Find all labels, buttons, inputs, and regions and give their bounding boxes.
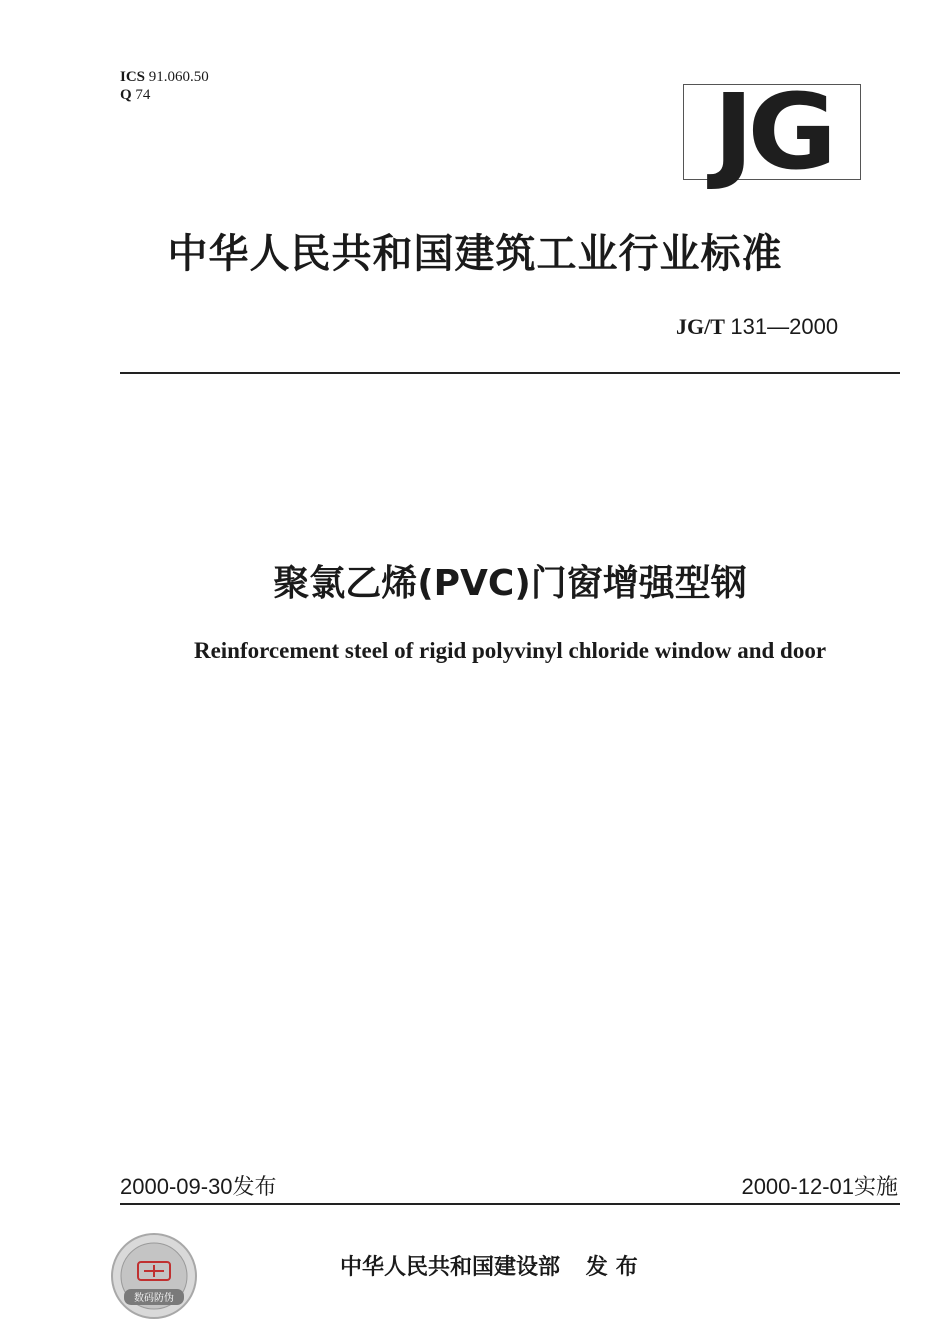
jg-logo (683, 71, 861, 193)
title-english: Reinforcement steel of rigid polyvinyl chloride window and door (193, 638, 827, 663)
ics-code: 91.060.50 (148, 69, 209, 85)
ccs-line (120, 86, 209, 104)
ccs-label: Q (120, 87, 132, 103)
implement-date: 2000-12-01实施 (741, 1174, 898, 1199)
standard-number (676, 314, 838, 340)
ics-label: ICS (120, 69, 146, 85)
publisher-action: 发布 (585, 1255, 646, 1280)
publisher-name: 中华人民共和国建设部 (340, 1255, 561, 1280)
ics-line (120, 68, 209, 86)
publisher-line (340, 1250, 646, 1281)
title-chinese: 聚氯乙烯(PVC)门窗增强型钢 (273, 563, 747, 604)
standard-code: JG/T (676, 314, 725, 339)
anti-counterfeit-seal-icon (110, 1232, 198, 1320)
seal-center-text: 数码防伪 (134, 1293, 174, 1304)
classification-block (120, 68, 209, 104)
ccs-code: 74 (135, 87, 151, 103)
standard-value: 131—2000 (730, 314, 839, 339)
top-divider (120, 372, 900, 374)
standard-category: 中华人民共和国建筑工业行业标准 (167, 231, 783, 277)
bottom-divider (120, 1203, 900, 1205)
issue-date: 2000-09-30发布 (120, 1174, 277, 1199)
logo-text: JG (713, 71, 831, 193)
